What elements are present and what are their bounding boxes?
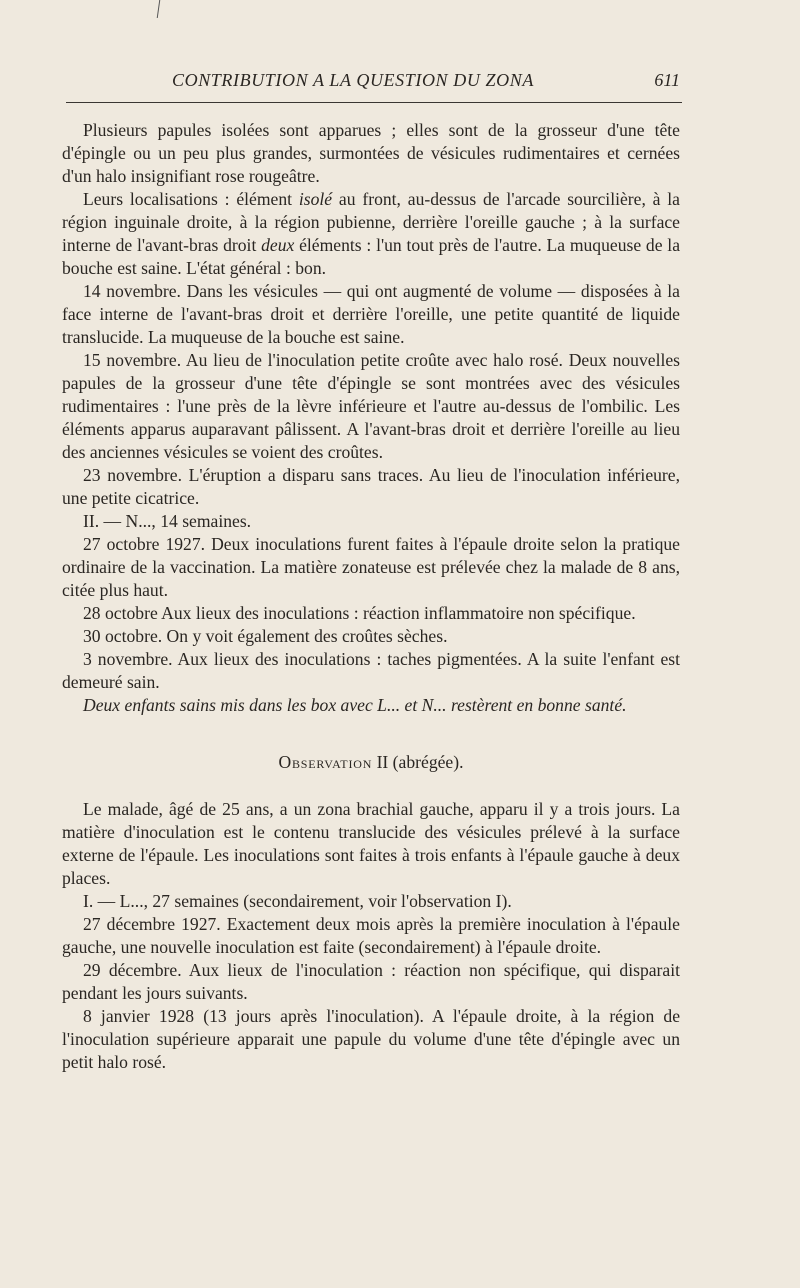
paragraph: Le malade, âgé de 25 ans, a un zona brachial gauche, apparu il y a trois jours. La matière d'inoculation est le contenu translucide des vésicules prélevé à la surface externe de l'épaule. Les inoculations sont faites à trois enfants à l'épaule gauche à deux places. xyxy=(62,799,680,888)
text-run: éléments : l'un tout près de l'autre. La muqueuse de la bouche est saine. L'état général : bon. xyxy=(62,235,680,278)
paragraph: 27 octobre 1927. Deux inoculations furent faites à l'épaule droite selon la pratique ordinaire de la vaccination. La matière zonateuse est prélevée chez la malade de 8 ans, citée plus haut. xyxy=(62,534,680,600)
paragraph: 15 novembre. Au lieu de l'inoculation petite croûte avec halo rosé. Deux nouvelles papules de la grosseur d'une tête d'épingle se sont montrées avec des vésicules rudimentaires : l'une près de la lèvre inférieure et l'autre au-dessus de l'ombilic. Les éléments apparus auparavant pâlissent. A l'avant-bras droit et derrière l'oreille au lieu des anciennes vésicules se voient des croûtes. xyxy=(62,350,680,462)
text-run: Leurs localisations : élément xyxy=(83,189,299,209)
paragraph: 28 octobre Aux lieux des inoculations : réaction inflammatoire non spécifique. xyxy=(83,603,636,623)
running-title: CONTRIBUTION A LA QUESTION DU ZONA xyxy=(172,70,534,90)
paragraph: 14 novembre. Dans les vésicules — qui ont augmenté de volume — disposées à la face interne de l'avant-bras droit et derrière l'oreille, une petite quantité de liquide translucide. La muqueuse de la bouche est saine. xyxy=(62,281,680,347)
paragraph: 27 décembre 1927. Exactement deux mois après la première inoculation à l'épaule gauche, une nouvelle inoculation est faite (secondairement) à l'épaule droite. xyxy=(62,914,680,957)
heading-smallcaps: Observation xyxy=(278,752,373,772)
italic-run: deux xyxy=(261,235,295,255)
italic-paragraph: Deux enfants sains mis dans les box avec L... et N... restèrent en bonne santé. xyxy=(83,695,627,715)
paragraph: 29 décembre. Aux lieux de l'inoculation : réaction non spécifique, qui disparait pendant les jours suivants. xyxy=(62,960,680,1003)
page-number: 611 xyxy=(654,70,680,90)
paragraph: I. — L..., 27 semaines (secondairement, voir l'observation I). xyxy=(83,891,512,911)
header-rule xyxy=(66,102,682,103)
section-heading xyxy=(62,751,680,774)
paragraph: 23 novembre. L'éruption a disparu sans traces. Au lieu de l'inoculation inférieure, une petite cicatrice. xyxy=(62,465,680,508)
paragraph: Plusieurs papules isolées sont apparues ; elles sont de la grosseur d'une tête d'épingle ou un peu plus grandes, surmontées de vésicules rudimentaires et cernées d'un halo insignifiant rose rougeâtre. xyxy=(62,120,680,186)
body-text xyxy=(62,119,680,1074)
paragraph: 30 octobre. On y voit également des croûtes sèches. xyxy=(83,626,448,646)
text-run: au front, au-dessus de l'arcade sourcilière, à la région inguinale droite, à la région pubienne, derrière l'oreille gauche ; à la surface interne de l'avant-bras droit xyxy=(62,189,680,255)
pencil-mark xyxy=(157,0,163,18)
page-header xyxy=(60,70,680,96)
paragraph: 8 janvier 1928 (13 jours après l'inoculation). A l'épaule droite, à la région de l'inoculation supérieure apparait une papule du volume d'une tête d'épingle avec un petit halo rosé. xyxy=(62,1006,680,1072)
paragraph: II. — N..., 14 semaines. xyxy=(83,511,252,531)
heading-rest: II (abrégée). xyxy=(372,752,464,772)
italic-run: isolé xyxy=(298,189,333,209)
paragraph-localisations xyxy=(62,188,680,280)
paragraph: 3 novembre. Aux lieux des inoculations : taches pigmentées. A la suite l'enfant est demeuré sain. xyxy=(62,649,680,692)
